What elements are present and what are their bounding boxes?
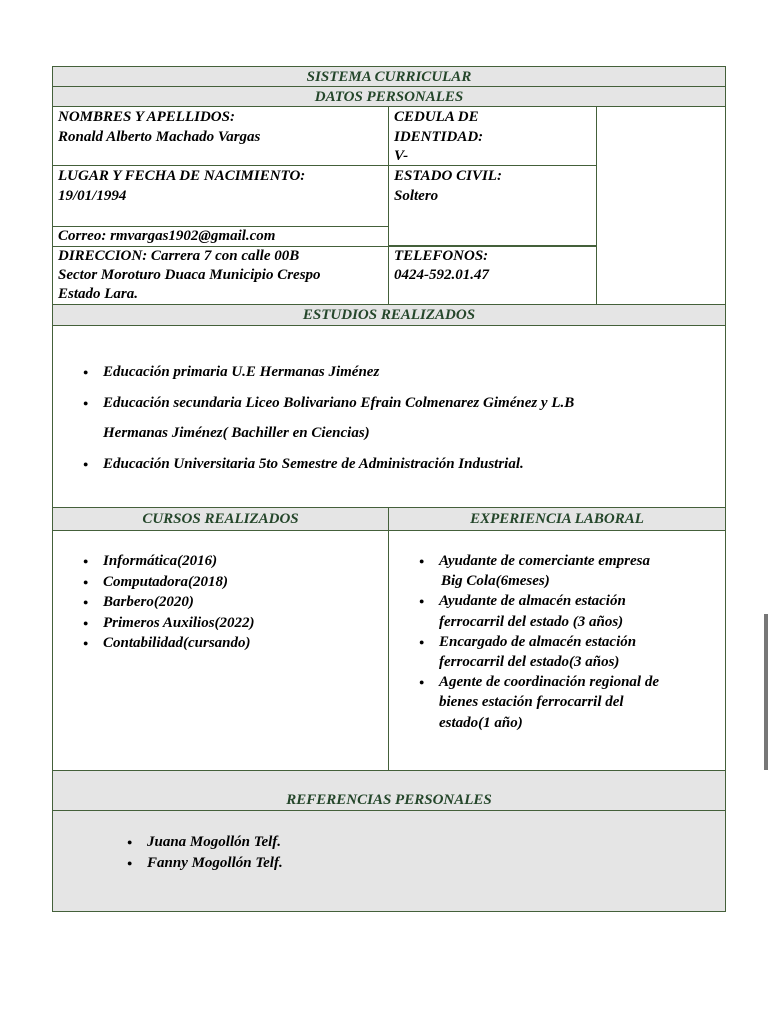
references-heading: REFERENCIAS PERSONALES — [286, 792, 492, 808]
courses-header — [52, 507, 389, 531]
phone-label: TELEFONOS: — [394, 248, 489, 264]
list-item: ● Educación secundaria Liceo Bolivariano Efrain Colmenarez Giménez y L.B — [53, 388, 723, 419]
experience-item: ● Agente de coordinación regional de bienes estación ferrocarril del estado(1 año) — [389, 672, 725, 733]
studies-header — [52, 304, 726, 326]
civil-value: Soltero — [394, 187, 439, 204]
id-label-line2: IDENTIDAD: — [394, 128, 484, 145]
studies-body — [52, 325, 726, 508]
experience-item-line: Encargado de almacén estación — [439, 633, 637, 650]
civil-cell — [388, 165, 597, 246]
civil-label: ESTADO CIVIL: — [394, 168, 502, 184]
list-item: ● Educación Universitaria 5to Semestre de Administración Industrial. — [53, 449, 723, 480]
email-cell — [52, 226, 389, 247]
name-cell — [52, 106, 389, 166]
list-item: ● Primeros Auxilios(2022) — [53, 613, 383, 634]
list-item: ● Fanny Mogollón Telf. — [97, 853, 717, 874]
experience-item-line: Big Cola(6meses) — [441, 573, 550, 590]
experience-list — [389, 551, 725, 733]
experience-item-line: estado(1 año) — [439, 714, 523, 731]
personal-data-heading: DATOS PERSONALES — [314, 89, 464, 105]
studies-list — [53, 357, 723, 479]
list-item: ● Educación primaria U.E Hermanas Jiménez — [53, 357, 723, 388]
id-value: V- — [394, 148, 409, 164]
list-item: ● Informática(2016) — [53, 551, 383, 572]
experience-header — [388, 507, 726, 531]
references-body — [52, 810, 726, 912]
birth-label: LUGAR Y FECHA DE NACIMIENTO: — [58, 168, 306, 184]
courses-list — [53, 551, 383, 654]
experience-item-line: ferrocarril del estado(3 años) — [439, 654, 620, 671]
list-item: ● Barbero(2020) — [53, 592, 383, 613]
address-cell — [52, 246, 389, 305]
name-label: NOMBRES Y APELLIDOS: — [58, 109, 235, 125]
title-row — [52, 66, 726, 87]
experience-item: ● Encargado de almacén estación ferrocarril del estado(3 años) — [389, 632, 725, 672]
address-line1: DIRECCION: Carrera 7 con calle 00B — [58, 248, 300, 264]
address-line3: Estado Lara. — [58, 286, 139, 302]
document-title: SISTEMA CURRICULAR — [306, 69, 472, 85]
birth-value: 19/01/1994 — [58, 187, 127, 204]
page-edge-divider — [764, 614, 768, 770]
references-header — [52, 770, 726, 811]
experience-item-line: bienes estación ferrocarril del — [439, 694, 624, 711]
experience-item: ● Ayudante de almacén estación ferrocarril del estado (3 años) — [389, 591, 725, 631]
experience-body — [388, 530, 726, 771]
id-cell — [388, 106, 597, 166]
experience-item: ● Ayudante de comerciante empresa Big Cola(6meses) — [389, 551, 725, 591]
personal-data-header — [52, 86, 726, 107]
phone-cell — [388, 246, 597, 305]
list-item-continuation: Hermanas Jiménez( Bachiller en Ciencias) — [103, 425, 370, 441]
list-item: ● Juana Mogollón Telf. — [97, 832, 717, 853]
courses-heading: CURSOS REALIZADOS — [142, 511, 299, 527]
experience-item-line: Ayudante de comerciante empresa — [439, 553, 650, 569]
photo-cell — [596, 106, 726, 305]
name-value: Ronald Alberto Machado Vargas — [58, 128, 261, 145]
experience-item-line: Agente de coordinación regional de — [439, 674, 659, 691]
email-value: Correo: rmvargas1902@gmail.com — [58, 228, 276, 244]
address-line2: Sector Moroturo Duaca Municipio Crespo — [58, 267, 321, 283]
id-label-line1: CEDULA DE — [394, 109, 479, 125]
references-list — [97, 832, 717, 873]
phone-value: 0424-592.01.47 — [394, 267, 489, 283]
experience-item-line: Ayudante de almacén estación — [439, 593, 626, 610]
list-item: ● Contabilidad(cursando) — [53, 633, 383, 654]
list-item: ● Computadora(2018) — [53, 572, 383, 593]
experience-item-line: ferrocarril del estado (3 años) — [439, 613, 624, 630]
courses-body — [52, 530, 389, 771]
birth-cell — [52, 165, 389, 227]
studies-heading: ESTUDIOS REALIZADOS — [302, 307, 476, 323]
experience-heading: EXPERIENCIA LABORAL — [470, 511, 644, 527]
